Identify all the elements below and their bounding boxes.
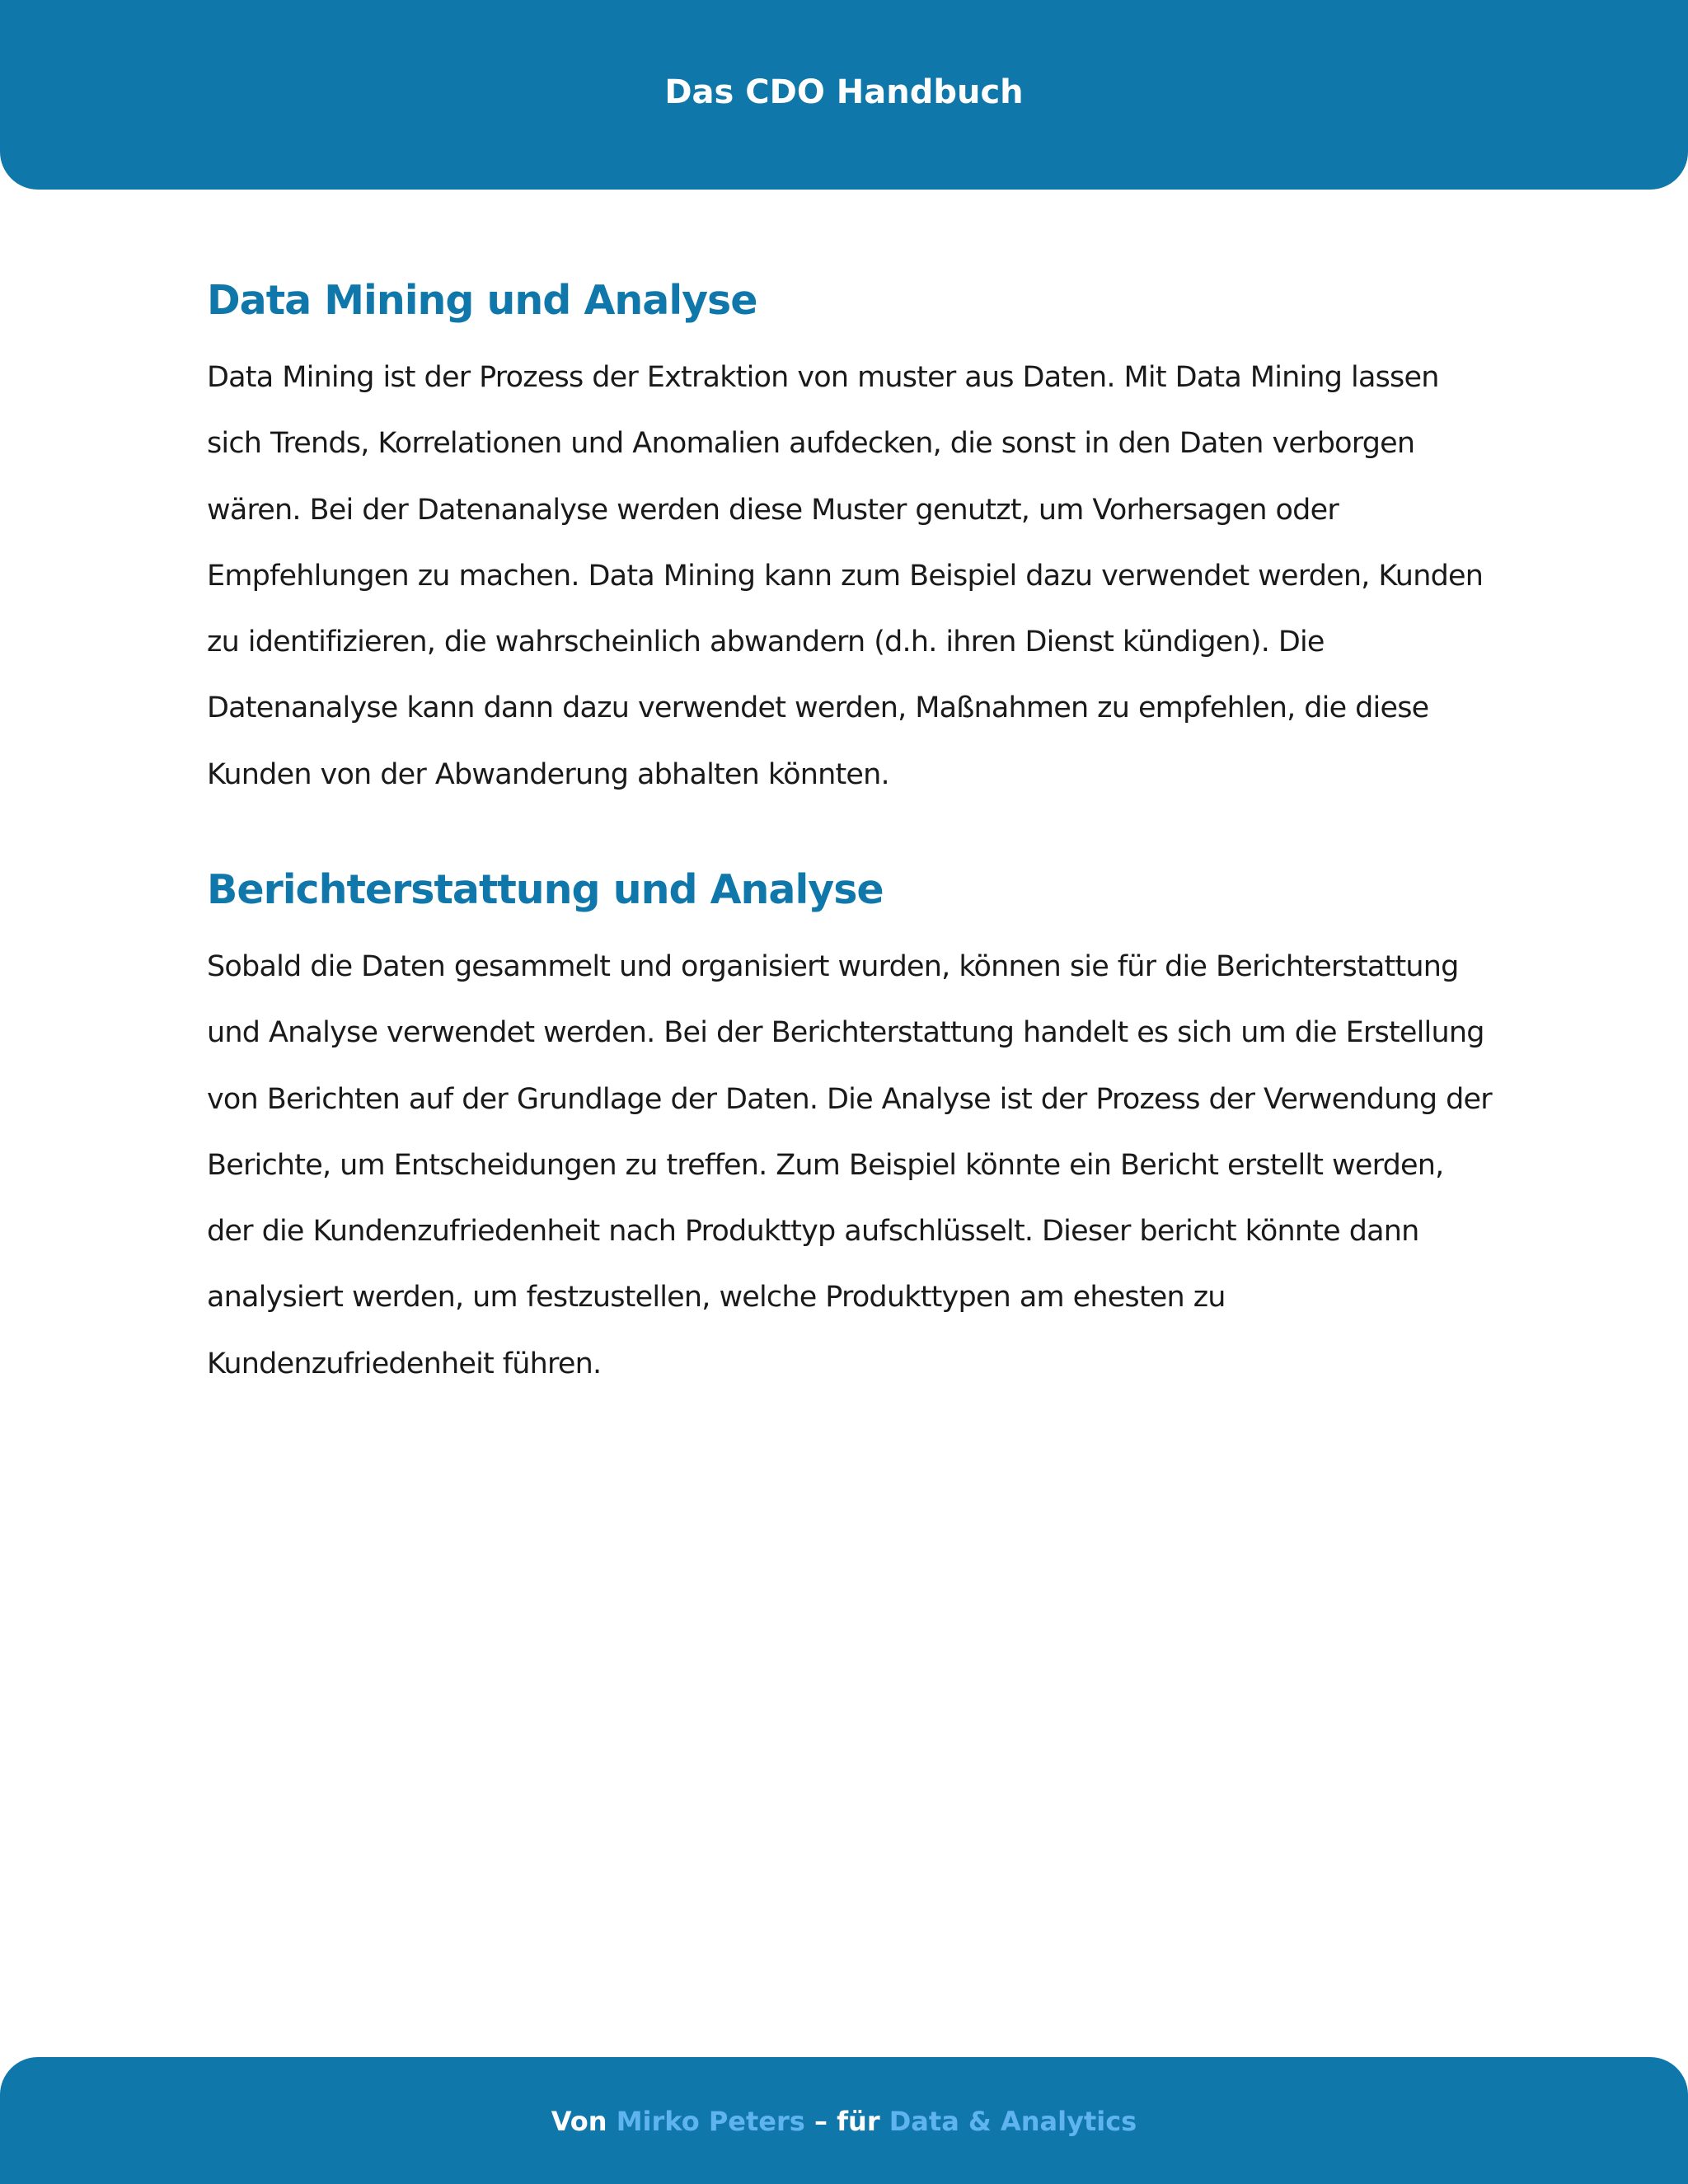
section-paragraph: Data Mining ist der Prozess der Extraktion von muster aus Daten. Mit Data Mining lassen sich Trends, Korrelationen und Anomalien aufdecken, die sonst in den Daten verborgen wären. Bei der Datenanalyse werden diese Muster genutzt, um Vorhersagen oder Empfehlungen zu machen. Data Mining kann zum Beispiel dazu verwendet werden, Kunden zu identifizieren, die wahrscheinlich abwandern (d.h. ihren Dienst kündigen). Die Datenanalyse kann dann dazu verwendet werden, Maßnahmen zu empfehlen, die diese Kunden von der Abwanderung abhalten könnten. (207, 361, 1484, 791)
footer-prefix: Von (551, 2106, 607, 2137)
section-heading: Data Mining und Analyse (207, 277, 757, 324)
section-paragraph: Sobald die Daten gesammelt und organisiert wurden, können sie für die Berichterstattung und Analyse verwendet werden. Bei der Berichterstattung handelt es sich um die Erstellung von Berichten auf der Grundlage der Daten. Die Analyse ist der Prozess der Verwendung der Berichte, um Entscheidungen zu treffen. Zum Beispiel könnte ein Bericht erstellt werden, der die Kundenzufriedenheit nach Produkttyp aufschlüsselt. Dieser bericht könnte dann analysiert werden, um festzustellen, welche Produkttypen am ehesten zu Kundenzufriedenheit führen. (207, 950, 1492, 1380)
document-title: Das CDO Handbuch (664, 73, 1024, 111)
section-reporting (207, 861, 1493, 1397)
footer-separator: – für (814, 2106, 880, 2137)
footer-author: Mirko Peters (616, 2106, 805, 2137)
footer-credit (0, 2097, 1688, 2146)
footer-topic: Data & Analytics (889, 2106, 1137, 2137)
section-data-mining (207, 272, 1493, 808)
section-heading: Berichterstattung und Analyse (207, 866, 884, 913)
